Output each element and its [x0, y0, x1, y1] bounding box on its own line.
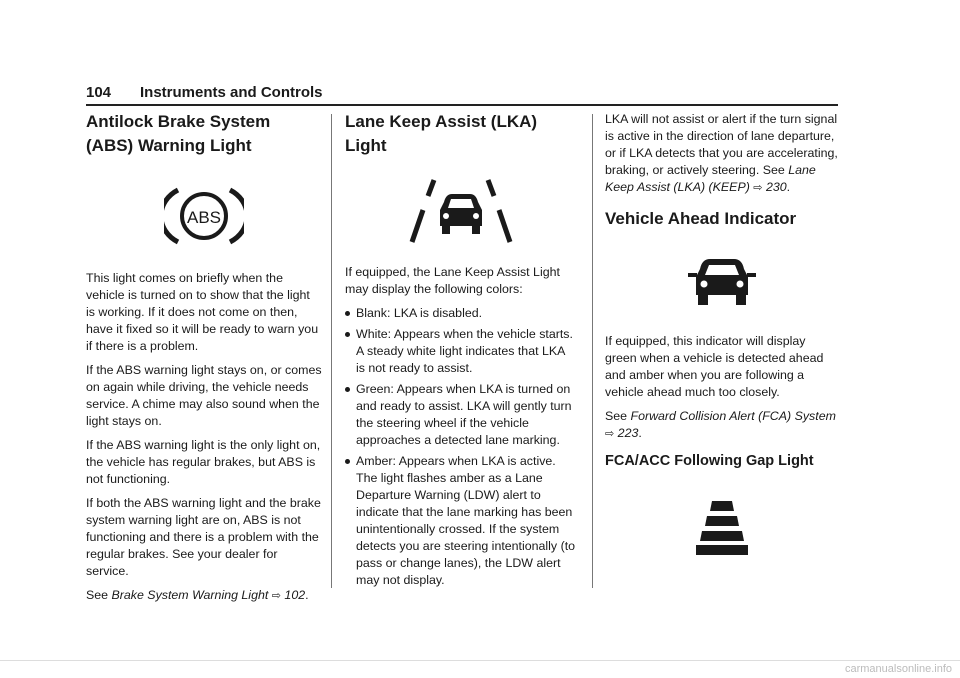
abs-paragraph-2: If the ABS warning light stays on, or comes on again while driving, the vehicle needs service. A chime may also sound when the light stays on. — [86, 363, 322, 428]
abs-icon-label: ABS — [186, 208, 222, 227]
column-divider-1 — [331, 114, 332, 588]
fca-system-page[interactable]: 223 — [617, 426, 639, 440]
abs-paragraph-1: This light comes on briefly when the vehicle is turned on to show that the light is working. If it does not come on then, have it fixed so it will be ready to warn you if there is a problem. — [86, 271, 319, 353]
page-ref-arrow-icon: ⇨ — [753, 182, 763, 194]
page-number: 104 — [86, 84, 112, 101]
column-divider-2 — [592, 114, 593, 588]
vehicle-ahead-icon — [605, 253, 839, 307]
abs-paragraph-3: If the ABS warning light is the only light on, the vehicle has regular brakes, but ABS is not functioning. — [86, 438, 321, 486]
vehicle-ahead-title: Vehicle Ahead Indicator — [605, 209, 797, 228]
header-rule — [86, 104, 838, 106]
lka-light-icon — [345, 174, 577, 246]
lka-intro: If equipped, the Lane Keep Assist Light may display the following colors: — [345, 265, 560, 296]
lka-car-shape — [440, 194, 482, 234]
column-lka — [345, 110, 577, 596]
section-title: Instruments and Controls — [140, 84, 323, 101]
lka-continued: LKA will not assist or alert if the turn signal is active in the direction of lane departure, or if LKA detects that you are accelerating, braking, or actively steering. See Lane Keep Assist (LKA) (KEEP) ⇨ 230. — [605, 112, 838, 194]
list-item: White: Appears when the vehicle starts. A steady white light indicates that LKA is not ready to assist. — [345, 326, 577, 377]
following-gap-icon — [605, 501, 839, 555]
lka-keep-link[interactable]: Lane Keep Assist (LKA) (KEEP) — [605, 163, 816, 194]
brake-system-link[interactable]: Brake System Warning Light — [111, 588, 269, 602]
vehicle-ahead-text: If equipped, this indicator will display green when a vehicle is detected ahead and amber when you are following a vehicle ahead much too closely. — [605, 334, 824, 399]
footer-rule — [0, 660, 960, 661]
list-item: Green: Appears when LKA is turned on and ready to assist. LKA will gently turn the steering wheel if the vehicle approaches a detected lane marking. — [345, 381, 577, 449]
abs-see-reference: See Brake System Warning Light ⇨ 102. — [86, 588, 309, 602]
abs-title: Antilock Brake System (ABS) Warning Light — [86, 112, 271, 155]
lka-title: Lane Keep Assist (LKA) Light — [345, 112, 538, 155]
lka-color-list — [345, 305, 577, 589]
list-item: Amber: Appears when LKA is active. The light flashes amber as a Lane Departure Warning (LDW) alert to indicate that the lane marking has been unintentionally crossed. If the system detects you are steering intentionally (to pass or change lanes), the LDW alert may not display. — [345, 453, 577, 589]
page-ref-arrow-icon: ⇨ — [271, 590, 281, 602]
column-vehicle — [605, 111, 839, 555]
page-ref-arrow-icon: ⇨ — [605, 428, 615, 440]
brake-system-page[interactable]: 102 — [284, 588, 306, 602]
list-item: Blank: LKA is disabled. — [345, 305, 577, 322]
abs-paragraph-4: If both the ABS warning light and the brake system warning light are on, ABS is not functioning and there is a problem with the regular brakes. See your dealer for service. — [86, 496, 321, 578]
lka-keep-page[interactable]: 230 — [765, 180, 787, 194]
fca-see-reference: See Forward Collision Alert (FCA) System ⇨ 223. — [605, 409, 836, 440]
following-gap-title: FCA/ACC Following Gap Light — [605, 453, 814, 469]
fca-system-link[interactable]: Forward Collision Alert (FCA) System — [630, 409, 836, 423]
watermark: carmanualsonline.info — [844, 663, 952, 675]
column-abs — [86, 110, 322, 612]
abs-warning-icon — [86, 184, 322, 248]
